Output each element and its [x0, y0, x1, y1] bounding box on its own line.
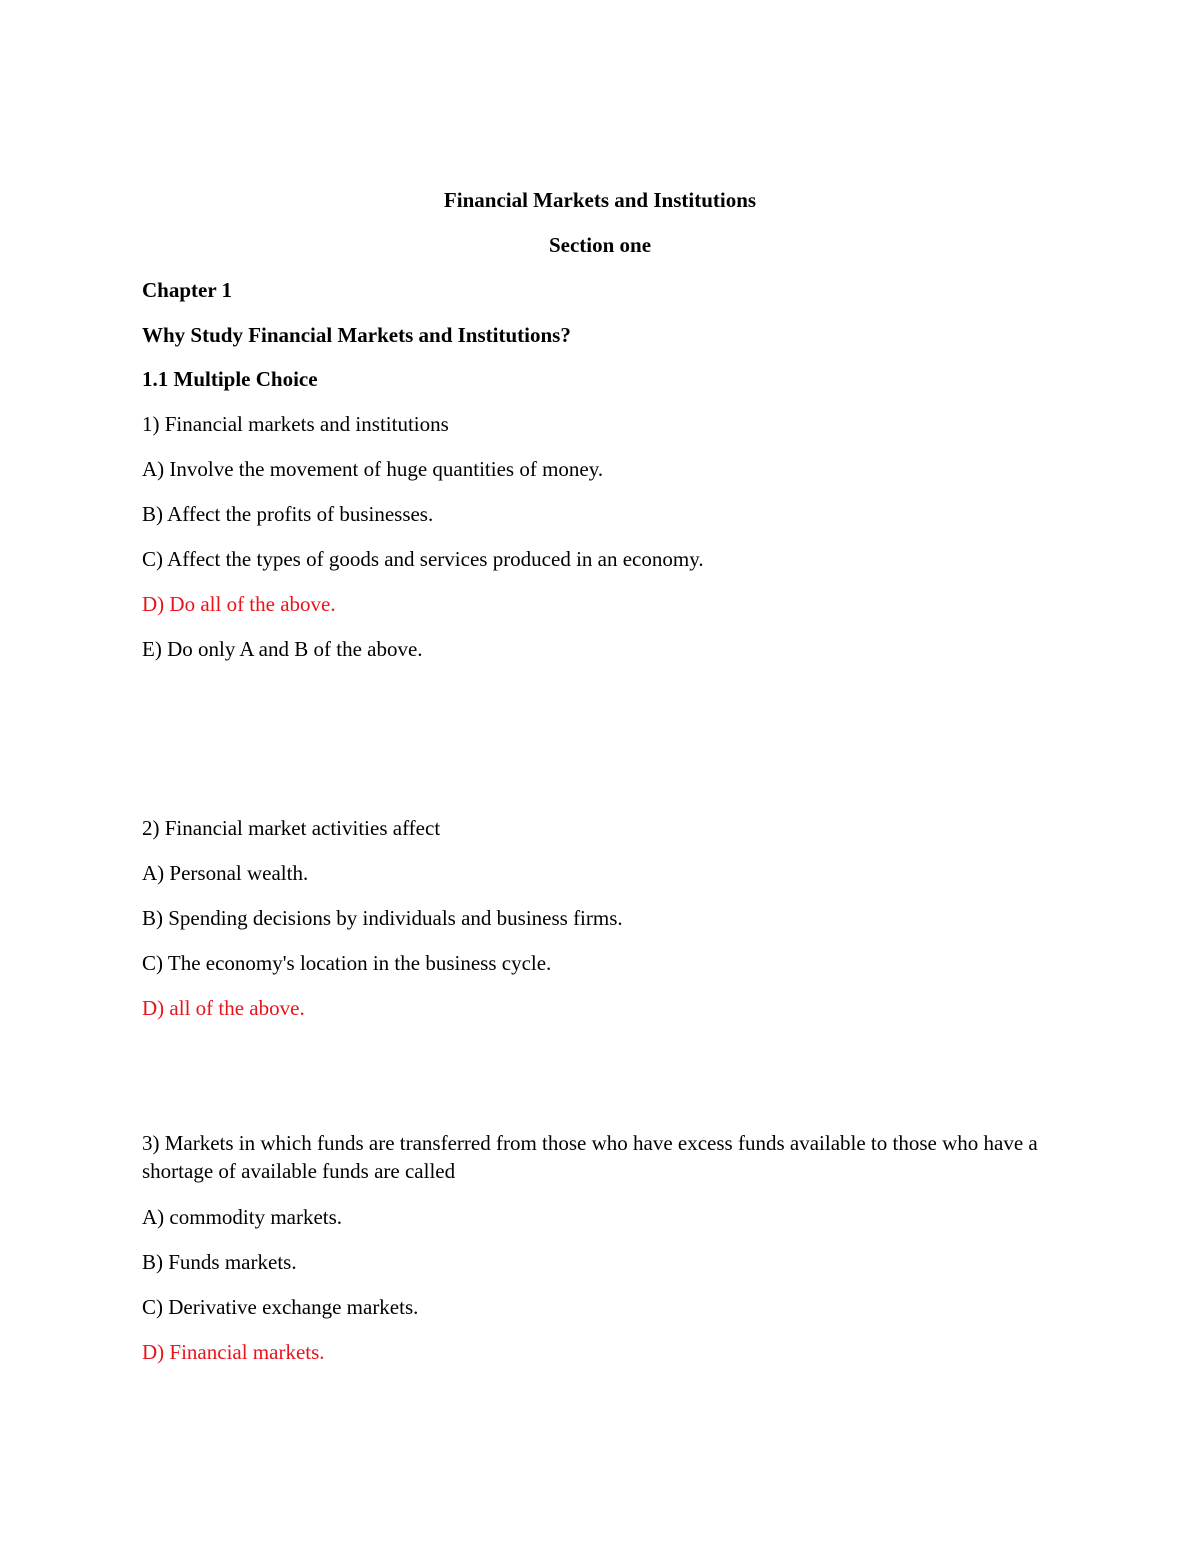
question-option: A) commodity markets.: [142, 1205, 343, 1229]
correct-answer-option: D) Financial markets.: [142, 1340, 325, 1364]
question-option: C) Affect the types of goods and services produced in an economy.: [142, 547, 704, 571]
question-option: B) Funds markets.: [142, 1250, 297, 1274]
question-option: C) The economy's location in the business cycle.: [142, 951, 552, 975]
question-prompt: 2) Financial market activities affect: [142, 816, 441, 840]
question-option: A) Involve the movement of huge quantities of money.: [142, 457, 604, 481]
chapter-heading: Chapter 1: [142, 278, 233, 302]
subsection-heading: 1.1 Multiple Choice: [142, 367, 318, 391]
document-title: Financial Markets and Institutions: [443, 188, 757, 212]
section-heading: Section one: [548, 233, 652, 257]
question-option: E) Do only A and B of the above.: [142, 637, 423, 661]
question-option: B) Spending decisions by individuals and business firms.: [142, 906, 623, 930]
question-prompt: 3) Markets in which funds are transferred from those who have excess funds available to those who have a shortage of available funds are called: [142, 1131, 1038, 1183]
chapter-title: Why Study Financial Markets and Institutions?: [142, 323, 571, 347]
question-option: C) Derivative exchange markets.: [142, 1295, 419, 1319]
question-prompt: 1) Financial markets and institutions: [142, 412, 449, 436]
correct-answer-option: D) Do all of the above.: [142, 592, 336, 616]
question-option: B) Affect the profits of businesses.: [142, 502, 434, 526]
correct-answer-option: D) all of the above.: [142, 996, 305, 1020]
question-option: A) Personal wealth.: [142, 861, 309, 885]
